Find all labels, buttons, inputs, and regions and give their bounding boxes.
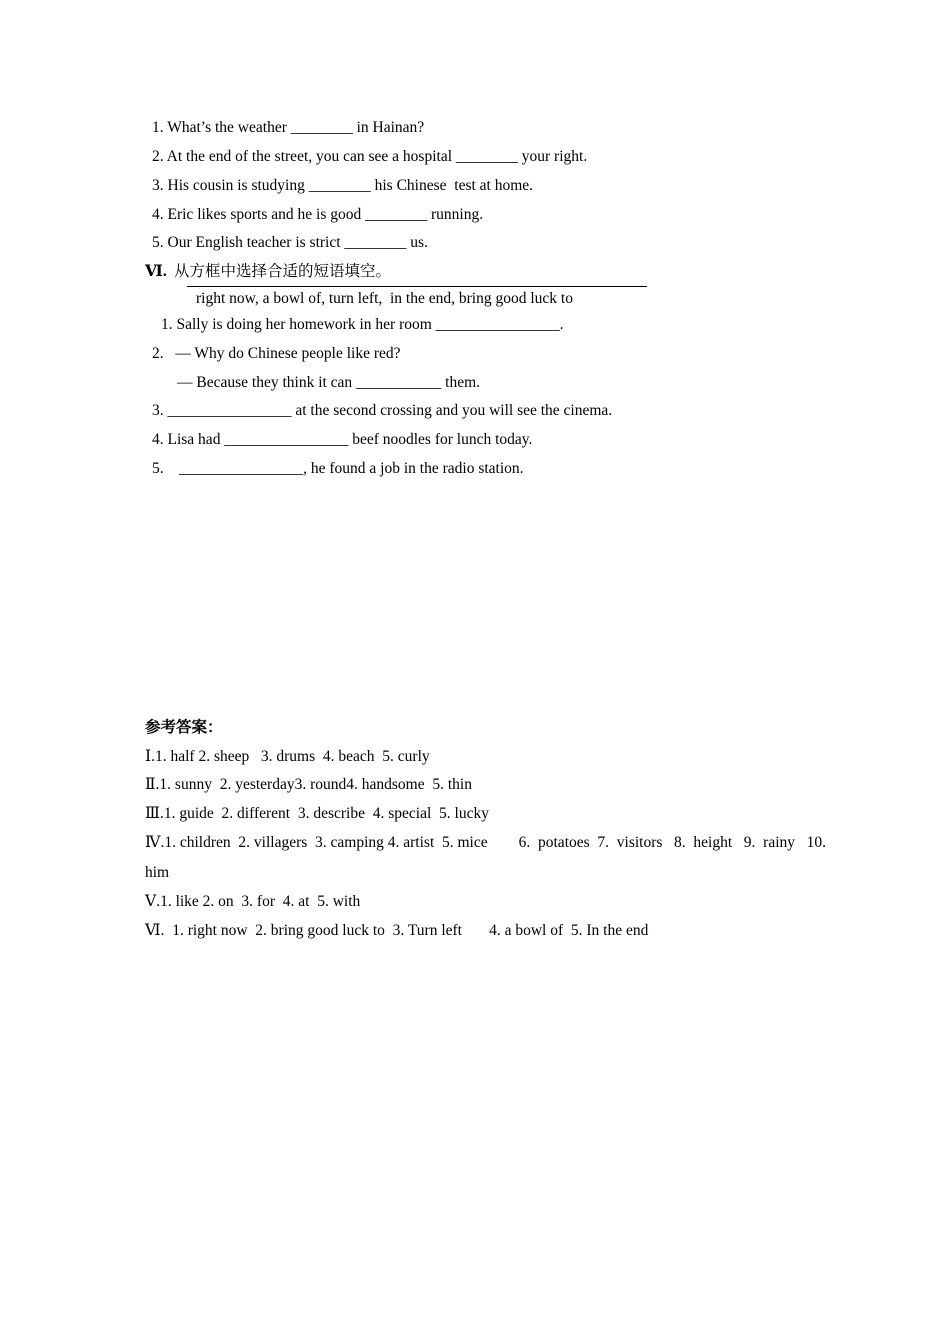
section-vi-numeral: Ⅵ. — [145, 263, 167, 280]
phrase-box-top-rule — [187, 286, 647, 287]
section-v-item-5: 5. Our English teacher is strict ________ us. — [152, 234, 428, 251]
section-v-item-2: 2. At the end of the street, you can see a hospital ________ your right. — [152, 148, 588, 165]
section-vi-item-2-answer: — Because they think it can ___________ them. — [177, 374, 481, 391]
answers-line-1: Ⅰ.1. half 2. sheep 3. drums 4. beach 5. curly — [145, 748, 430, 765]
answers-line-2: Ⅱ.1. sunny 2. yesterday3. round4. handsome 5. thin — [145, 776, 472, 793]
answers-line-5: Ⅴ.1. like 2. on 3. for 4. at 5. with — [145, 893, 361, 910]
section-v-item-4: 4. Eric likes sports and he is good ________ running. — [152, 206, 484, 223]
phrase-box: right now, a bowl of, turn left, in the end, bring good luck to — [196, 290, 573, 307]
section-vi-item-5: 5. ________________, he found a job in the radio station. — [152, 460, 524, 477]
section-vi-item-4: 4. Lisa had ________________ beef noodles for lunch today. — [152, 431, 533, 448]
section-vi-item-3: 3. ________________ at the second crossing and you will see the cinema. — [152, 402, 613, 419]
section-vi-heading: 从方框中选择合适的短语填空。 — [174, 263, 392, 280]
section-vi-item-2-question: 2. — Why do Chinese people like red? — [152, 345, 401, 362]
section-vi-item-1: 1. Sally is doing her homework in her room ________________. — [161, 316, 564, 333]
section-v-item-3: 3. His cousin is studying ________ his Chinese test at home. — [152, 177, 534, 194]
answers-line-3: Ⅲ.1. guide 2. different 3. describe 4. special 5. lucky — [145, 805, 489, 822]
answers-line-4: Ⅳ.1. children 2. villagers 3. camping 4. artist 5. mice 6. potatoes 7. visitors 8. height 9. rainy 10. — [145, 834, 827, 851]
answers-line-4-continued: him — [145, 864, 170, 881]
answers-title: 参考答案： — [145, 719, 223, 736]
answers-line-6: Ⅵ. 1. right now 2. bring good luck to 3. Turn left 4. a bowl of 5. In the end — [145, 922, 649, 939]
section-v-item-1: 1. What’s the weather ________ in Hainan? — [152, 119, 425, 136]
